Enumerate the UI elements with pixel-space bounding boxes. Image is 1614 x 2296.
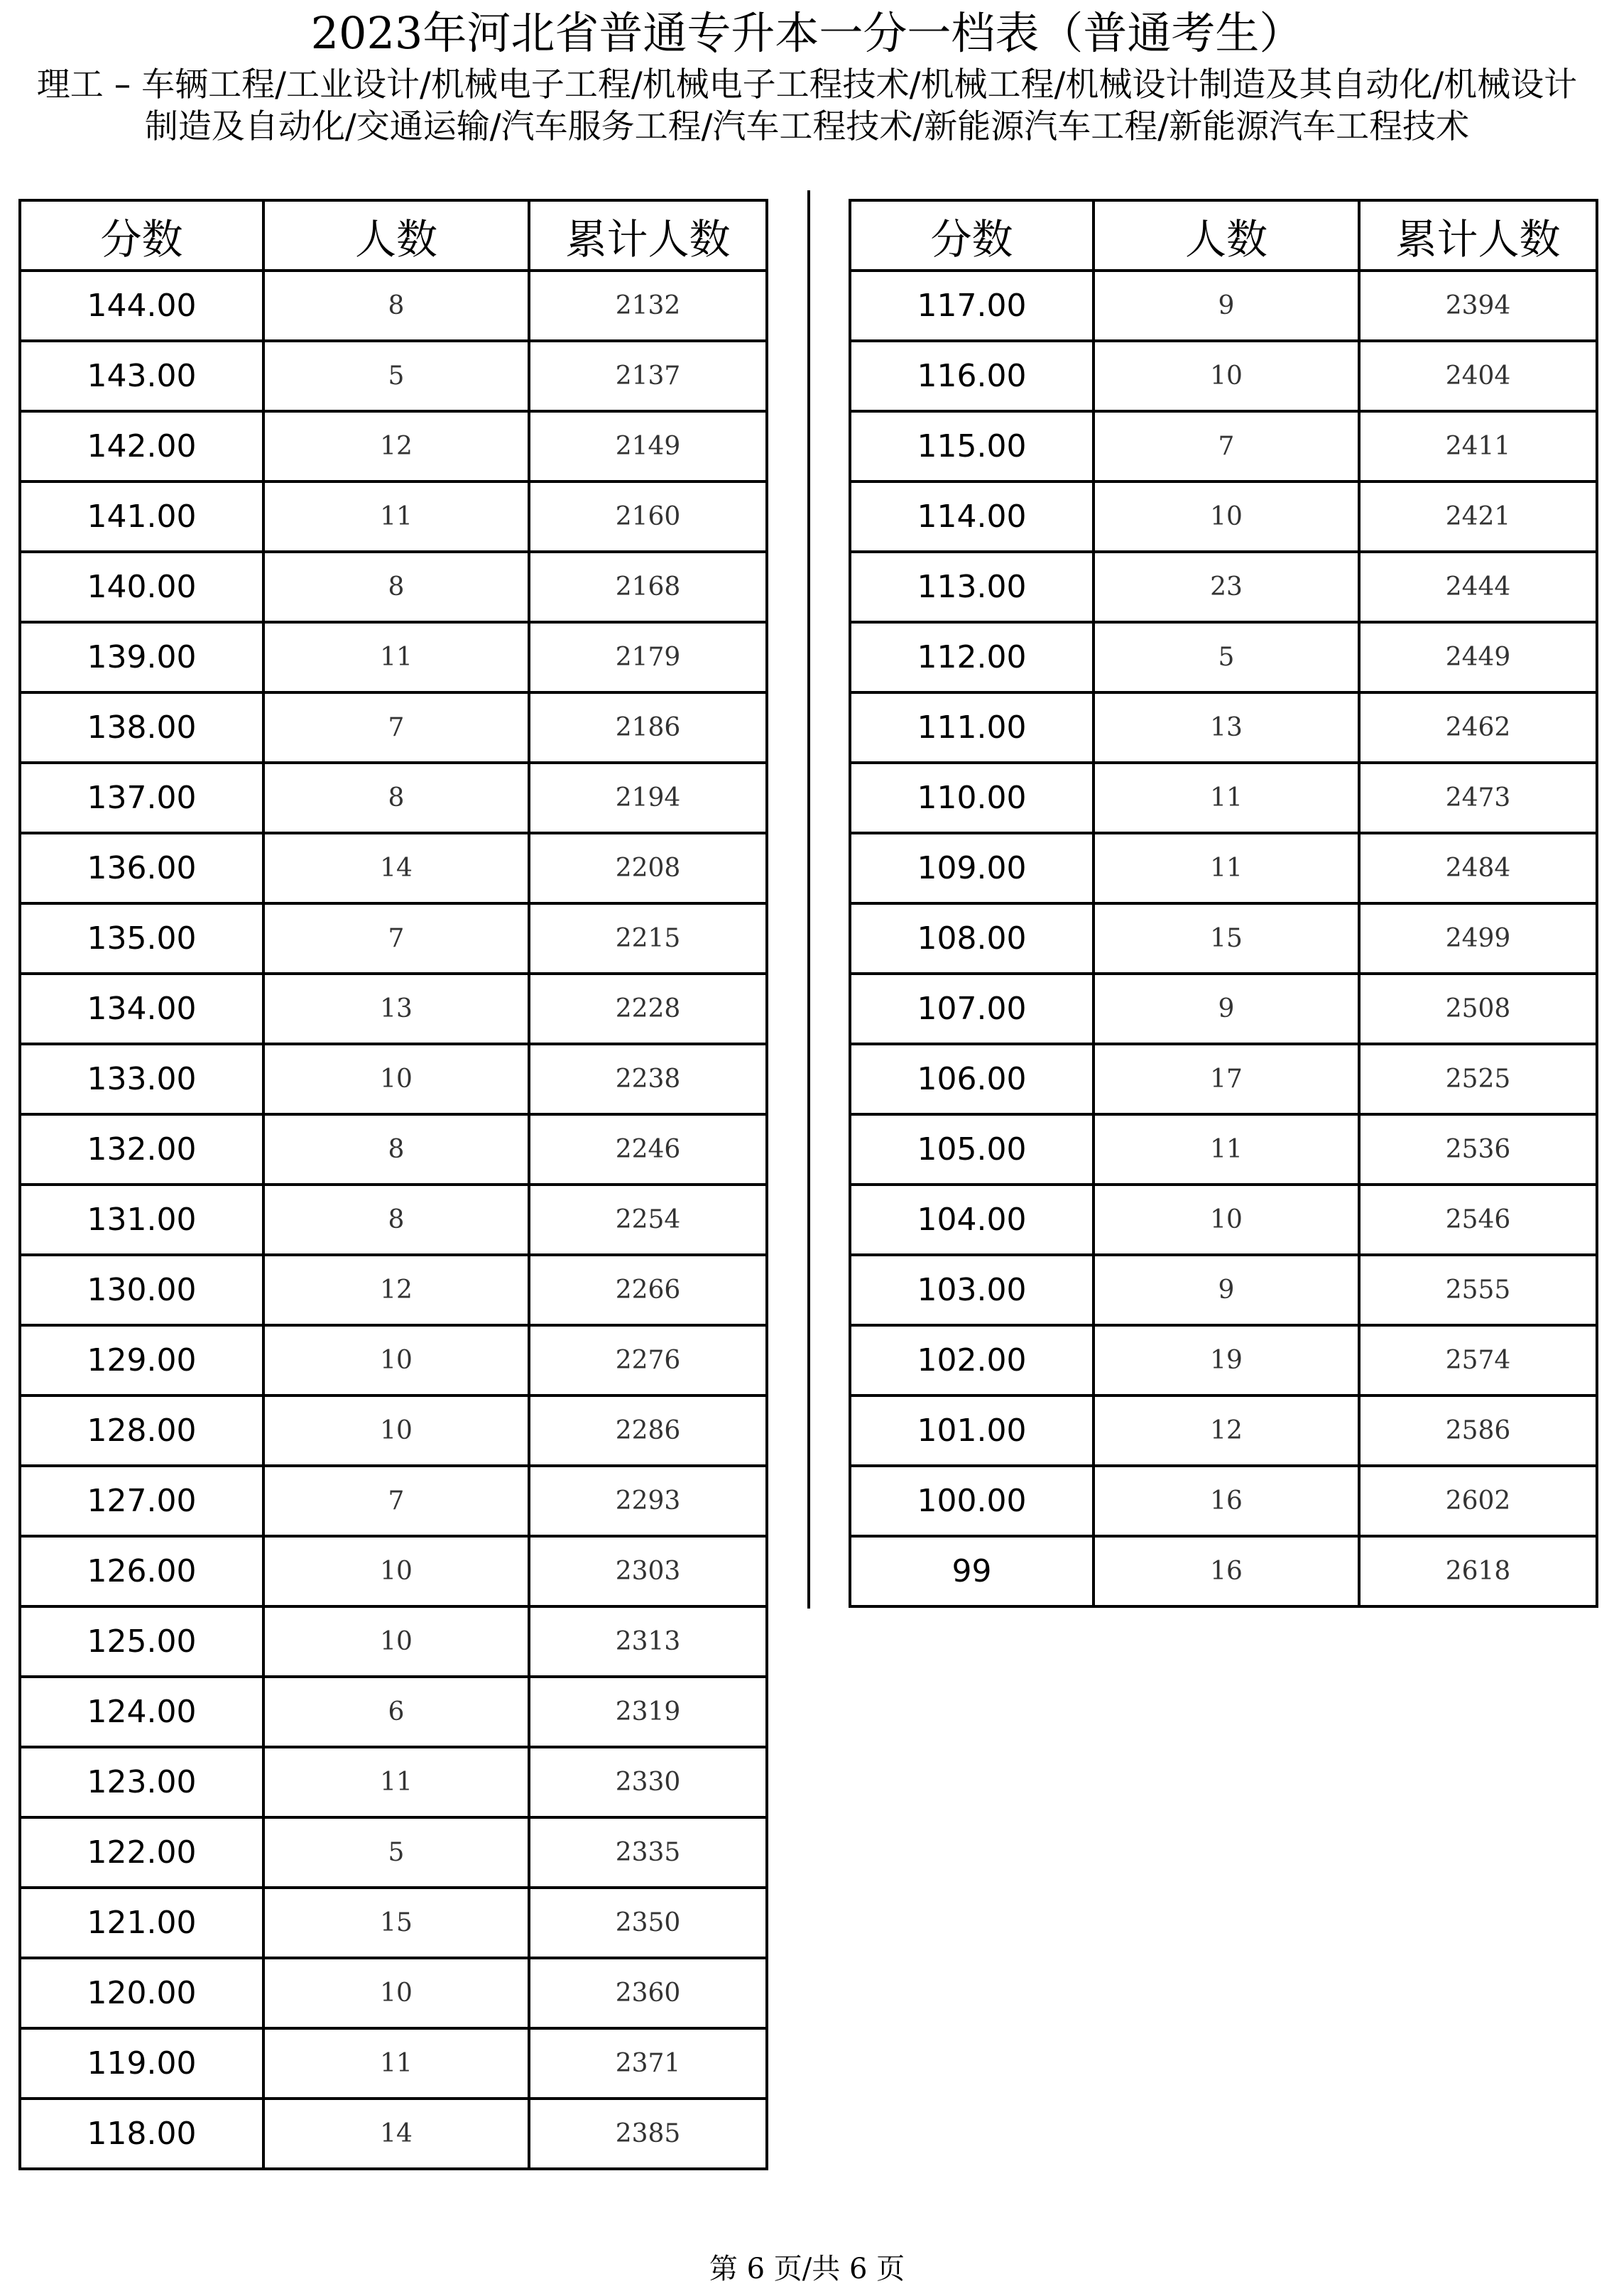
table-row [20, 1606, 767, 1677]
score-cell: 112.00 [850, 622, 1094, 692]
table-row [850, 622, 1597, 692]
score-cell: 119.00 [20, 2028, 263, 2099]
cumulative-cell: 2293 [529, 1466, 767, 1536]
score-cell: 132.00 [20, 1114, 263, 1185]
count-cell: 15 [1094, 903, 1359, 974]
score-cell: 103.00 [850, 1255, 1094, 1325]
score-cell: 137.00 [20, 763, 263, 833]
cumulative-cell: 2444 [1359, 552, 1597, 622]
cumulative-cell: 2602 [1359, 1466, 1597, 1536]
score-cell: 135.00 [20, 903, 263, 974]
count-cell: 10 [263, 1395, 529, 1466]
cumulative-cell: 2385 [529, 2099, 767, 2169]
score-cell: 134.00 [20, 974, 263, 1044]
table-row [20, 1466, 767, 1536]
cumulative-cell: 2555 [1359, 1255, 1597, 1325]
cumulative-cell: 2319 [529, 1677, 767, 1747]
cumulative-cell: 2421 [1359, 481, 1597, 552]
score-cell: 108.00 [850, 903, 1094, 974]
table-row [850, 481, 1597, 552]
cumulative-cell: 2330 [529, 1747, 767, 1817]
table-row [20, 1677, 767, 1747]
cumulative-cell: 2536 [1359, 1114, 1597, 1185]
count-cell: 7 [263, 903, 529, 974]
count-cell: 16 [1094, 1466, 1359, 1536]
cumulative-cell: 2179 [529, 622, 767, 692]
count-cell: 19 [1094, 1325, 1359, 1395]
table-row [20, 341, 767, 411]
score-cell: 115.00 [850, 411, 1094, 481]
count-cell: 11 [263, 481, 529, 552]
table-row [20, 2099, 767, 2169]
table-row [20, 692, 767, 763]
table-row [20, 1958, 767, 2028]
count-cell: 23 [1094, 552, 1359, 622]
count-cell: 11 [1094, 833, 1359, 903]
count-cell: 10 [1094, 481, 1359, 552]
score-cell: 106.00 [850, 1044, 1094, 1114]
count-cell: 11 [263, 1747, 529, 1817]
count-cell: 10 [263, 1958, 529, 2028]
cumulative-cell: 2350 [529, 1888, 767, 1958]
cumulative-cell: 2160 [529, 481, 767, 552]
score-table-left [18, 199, 768, 2170]
score-cell: 100.00 [850, 1466, 1094, 1536]
count-cell: 5 [263, 1817, 529, 1888]
score-cell: 122.00 [20, 1817, 263, 1888]
count-cell: 10 [1094, 1185, 1359, 1255]
score-table-right [849, 199, 1598, 1608]
cumulative-cell: 2574 [1359, 1325, 1597, 1395]
score-cell: 113.00 [850, 552, 1094, 622]
score-cell: 144.00 [20, 271, 263, 341]
count-cell: 11 [1094, 1114, 1359, 1185]
header-score: 分数 [20, 200, 263, 271]
table-row [20, 1536, 767, 1606]
table-row [850, 1044, 1597, 1114]
score-cell: 127.00 [20, 1466, 263, 1536]
table-row [20, 552, 767, 622]
table-header-row [850, 200, 1597, 271]
score-cell: 107.00 [850, 974, 1094, 1044]
cumulative-cell: 2473 [1359, 763, 1597, 833]
score-cell: 121.00 [20, 1888, 263, 1958]
cumulative-cell: 2411 [1359, 411, 1597, 481]
count-cell: 10 [263, 1325, 529, 1395]
cumulative-cell: 2499 [1359, 903, 1597, 974]
score-cell: 133.00 [20, 1044, 263, 1114]
table-row [850, 1466, 1597, 1536]
cumulative-cell: 2546 [1359, 1185, 1597, 1255]
cumulative-cell: 2254 [529, 1185, 767, 1255]
table-body-left [20, 271, 767, 2169]
count-cell: 13 [1094, 692, 1359, 763]
header-score: 分数 [850, 200, 1094, 271]
score-cell: 128.00 [20, 1395, 263, 1466]
table-row [20, 1044, 767, 1114]
score-cell: 118.00 [20, 2099, 263, 2169]
cumulative-cell: 2276 [529, 1325, 767, 1395]
score-cell: 139.00 [20, 622, 263, 692]
table-row [20, 1817, 767, 1888]
cumulative-cell: 2246 [529, 1114, 767, 1185]
table-row [20, 411, 767, 481]
count-cell: 6 [263, 1677, 529, 1747]
count-cell: 10 [263, 1606, 529, 1677]
cumulative-cell: 2404 [1359, 341, 1597, 411]
table-row [20, 1325, 767, 1395]
cumulative-cell: 2525 [1359, 1044, 1597, 1114]
cumulative-cell: 2394 [1359, 271, 1597, 341]
table-body-right [850, 271, 1597, 1606]
cumulative-cell: 2208 [529, 833, 767, 903]
cumulative-cell: 2149 [529, 411, 767, 481]
subject-majors-subtitle: 理工 – 车辆工程/工业设计/机械电子工程/机械电子工程技术/机械工程/机械设计制造及其自动化/机械设计制造及自动化/交通运输/汽车服务工程/汽车工程技术/新能源汽车工程/新能源汽车工程技术 [36, 65, 1578, 146]
cumulative-cell: 2462 [1359, 692, 1597, 763]
count-cell: 7 [263, 692, 529, 763]
score-cell: 111.00 [850, 692, 1094, 763]
cumulative-cell: 2238 [529, 1044, 767, 1114]
count-cell: 12 [263, 1255, 529, 1325]
count-cell: 17 [1094, 1044, 1359, 1114]
table-row [20, 763, 767, 833]
score-cell: 131.00 [20, 1185, 263, 1255]
cumulative-cell: 2194 [529, 763, 767, 833]
header-cumulative: 累计人数 [1359, 200, 1597, 271]
score-cell: 129.00 [20, 1325, 263, 1395]
cumulative-cell: 2132 [529, 271, 767, 341]
table-row [850, 1536, 1597, 1606]
count-cell: 14 [263, 2099, 529, 2169]
cumulative-cell: 2286 [529, 1395, 767, 1466]
count-cell: 8 [263, 763, 529, 833]
score-cell: 120.00 [20, 1958, 263, 2028]
count-cell: 15 [263, 1888, 529, 1958]
count-cell: 8 [263, 1114, 529, 1185]
score-cell: 105.00 [850, 1114, 1094, 1185]
score-cell: 138.00 [20, 692, 263, 763]
page-title: 2023年河北省普通专升本一分一档表（普通考生） [310, 7, 1304, 59]
score-cell: 142.00 [20, 411, 263, 481]
cumulative-cell: 2484 [1359, 833, 1597, 903]
cumulative-cell: 2266 [529, 1255, 767, 1325]
cumulative-cell: 2228 [529, 974, 767, 1044]
score-cell: 143.00 [20, 341, 263, 411]
score-cell: 125.00 [20, 1606, 263, 1677]
score-cell: 130.00 [20, 1255, 263, 1325]
table-row [20, 1114, 767, 1185]
header-cumulative: 累计人数 [529, 200, 767, 271]
table-row [850, 1325, 1597, 1395]
count-cell: 8 [263, 552, 529, 622]
count-cell: 12 [1094, 1395, 1359, 1466]
cumulative-cell: 2186 [529, 692, 767, 763]
cumulative-cell: 2313 [529, 1606, 767, 1677]
table-row [20, 1395, 767, 1466]
score-cell: 102.00 [850, 1325, 1094, 1395]
cumulative-cell: 2371 [529, 2028, 767, 2099]
table-row [850, 552, 1597, 622]
count-cell: 14 [263, 833, 529, 903]
table-row [850, 1114, 1597, 1185]
table-row [850, 1185, 1597, 1255]
table-row [20, 2028, 767, 2099]
cumulative-cell: 2215 [529, 903, 767, 974]
cumulative-cell: 2137 [529, 341, 767, 411]
score-cell: 116.00 [850, 341, 1094, 411]
cumulative-cell: 2618 [1359, 1536, 1597, 1606]
cumulative-cell: 2586 [1359, 1395, 1597, 1466]
count-cell: 16 [1094, 1536, 1359, 1606]
score-cell: 109.00 [850, 833, 1094, 903]
column-divider [807, 190, 810, 1609]
count-cell: 10 [263, 1536, 529, 1606]
count-cell: 5 [1094, 622, 1359, 692]
score-cell: 124.00 [20, 1677, 263, 1747]
score-cell: 126.00 [20, 1536, 263, 1606]
table-row [850, 1395, 1597, 1466]
score-cell: 141.00 [20, 481, 263, 552]
score-cell: 140.00 [20, 552, 263, 622]
count-cell: 13 [263, 974, 529, 1044]
table-row [850, 341, 1597, 411]
table-row [850, 763, 1597, 833]
count-cell: 11 [1094, 763, 1359, 833]
table-row [850, 903, 1597, 974]
score-cell: 101.00 [850, 1395, 1094, 1466]
count-cell: 8 [263, 271, 529, 341]
table-row [20, 833, 767, 903]
table-row [20, 974, 767, 1044]
table-row [20, 1888, 767, 1958]
score-cell: 99 [850, 1536, 1094, 1606]
score-cell: 117.00 [850, 271, 1094, 341]
table-row [850, 833, 1597, 903]
cumulative-cell: 2360 [529, 1958, 767, 2028]
score-cell: 104.00 [850, 1185, 1094, 1255]
table-row [20, 1185, 767, 1255]
count-cell: 11 [263, 622, 529, 692]
count-cell: 7 [1094, 411, 1359, 481]
table-row [20, 271, 767, 341]
score-cell: 110.00 [850, 763, 1094, 833]
table-row [850, 1255, 1597, 1325]
table-row [20, 903, 767, 974]
cumulative-cell: 2449 [1359, 622, 1597, 692]
table-row [20, 481, 767, 552]
table-row [20, 1255, 767, 1325]
page-number-footer: 第 6 页/共 6 页 [709, 2253, 905, 2285]
count-cell: 10 [263, 1044, 529, 1114]
table-row [850, 974, 1597, 1044]
cumulative-cell: 2508 [1359, 974, 1597, 1044]
table-row [850, 692, 1597, 763]
count-cell: 9 [1094, 1255, 1359, 1325]
score-cell: 114.00 [850, 481, 1094, 552]
table-row [850, 411, 1597, 481]
cumulative-cell: 2168 [529, 552, 767, 622]
count-cell: 12 [263, 411, 529, 481]
header-count: 人数 [1094, 200, 1359, 271]
table-row [20, 1747, 767, 1817]
count-cell: 9 [1094, 974, 1359, 1044]
count-cell: 8 [263, 1185, 529, 1255]
count-cell: 11 [263, 2028, 529, 2099]
score-cell: 136.00 [20, 833, 263, 903]
header-count: 人数 [263, 200, 529, 271]
count-cell: 5 [263, 341, 529, 411]
table-header-row [20, 200, 767, 271]
count-cell: 9 [1094, 271, 1359, 341]
count-cell: 7 [263, 1466, 529, 1536]
cumulative-cell: 2335 [529, 1817, 767, 1888]
score-cell: 123.00 [20, 1747, 263, 1817]
count-cell: 10 [1094, 341, 1359, 411]
table-row [850, 271, 1597, 341]
table-row [20, 622, 767, 692]
cumulative-cell: 2303 [529, 1536, 767, 1606]
